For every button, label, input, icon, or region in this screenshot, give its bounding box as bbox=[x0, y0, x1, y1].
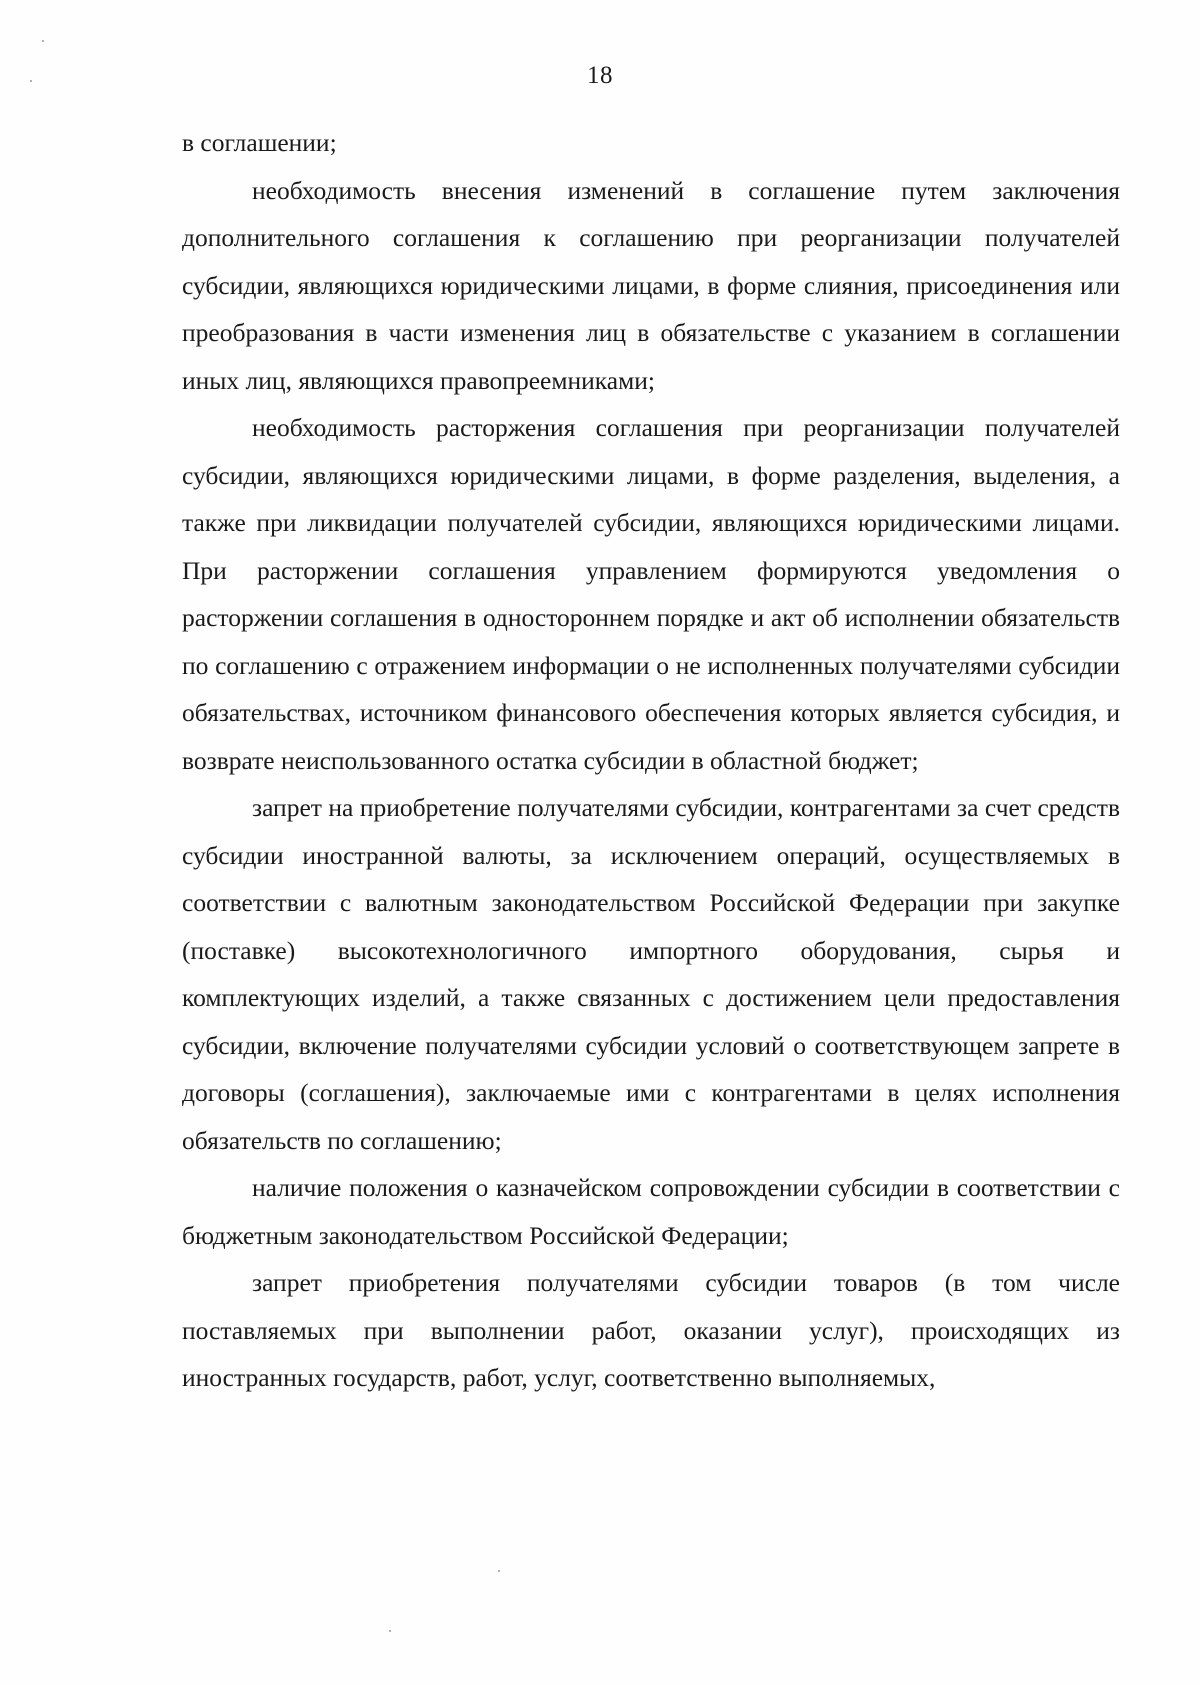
page-number: 18 bbox=[587, 62, 613, 89]
paragraph-currency-ban: запрет на приобретение получателями субсидии, контрагентами за счет средств субсидии иностранной валюты, за исключением операций, осуществляемых в соответствии с валютным законодательством Российской Федерации при закупке (поставке) высокотехнологичного импортного оборудования, сырья и комплектующих изделий, а также связанных с достижением цели предоставления субсидии, включение получателями субсидии условий о соответствующем запрете в договоры (соглашения), заключаемые ими с контрагентами в целях исполнения обязательств по соглашению; bbox=[182, 793, 1120, 1155]
paragraph-termination: необходимость расторжения соглашения при реорганизации получателей субсидии, являющихся юридическими лицами, в форме разделения, выделения, а также при ликвидации получателей субсидии, являющихся юридическими лицами. При расторжении соглашения управлением формируются уведомления о расторжении соглашения в одностороннем порядке и акт об исполнении обязательств по соглашению с отражением информации о не исполненных получателями субсидии обязательствах, источником финансового обеспечения которых является субсидия, и возврате неиспользованного остатка субсидии в областной бюджет; bbox=[182, 413, 1120, 775]
paragraph-foreign-goods-ban: запрет приобретения получателями субсидии товаров (в том числе поставляемых при выполнении работ, оказании услуг), происходящих из иностранных государств, работ, услуг, соответственно выполняемых, bbox=[182, 1268, 1120, 1392]
scan-speck bbox=[498, 1570, 500, 1572]
paragraph-continuation: в соглашении; bbox=[182, 128, 337, 157]
paragraph-amendment-reorganization: необходимость внесения изменений в соглашение путем заключения дополнительного соглашения к соглашению при реорганизации получателей субсидии, являющихся юридическими лицами, в форме слияния, присоединения или преобразования в части изменения лиц в обязательстве с указанием в соглашении иных лиц, являющихся правопреемниками; bbox=[182, 175, 1120, 395]
scan-speck bbox=[42, 40, 44, 42]
scan-speck bbox=[389, 1630, 391, 1632]
document-body bbox=[182, 119, 1120, 1402]
paragraph-treasury-support: наличие положения о казначейском сопровождении субсидии в соответствии с бюджетным законодательством Российской Федерации; bbox=[182, 1173, 1120, 1250]
scan-speck bbox=[30, 80, 32, 82]
